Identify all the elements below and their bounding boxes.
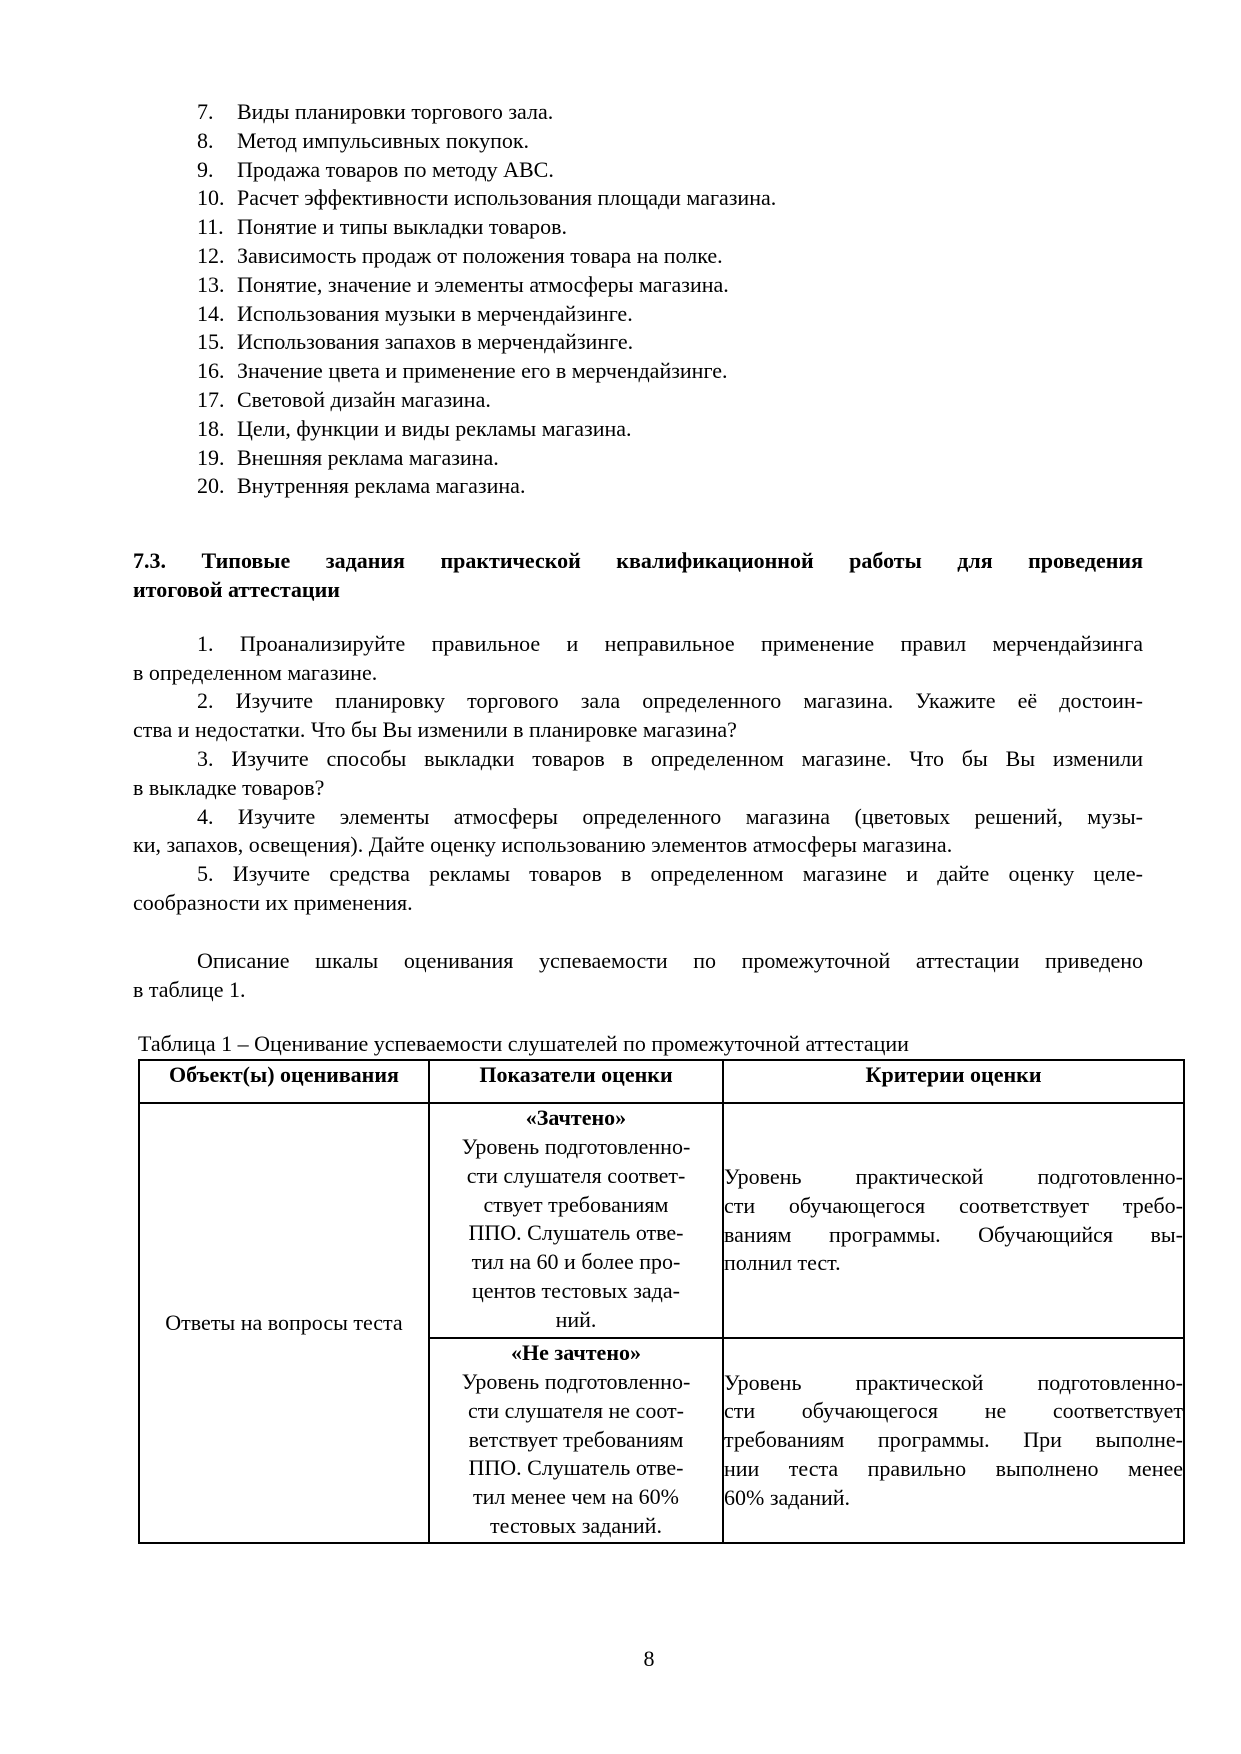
task-paragraph-5 bbox=[133, 860, 1143, 918]
list-item bbox=[133, 328, 1143, 357]
indicator-line: сти слушателя соответ- bbox=[466, 1162, 686, 1188]
criteria-line: ваниям программы. Обучающийся вы- bbox=[724, 1221, 1183, 1247]
indicator-line: тестовых заданий. bbox=[490, 1512, 662, 1538]
paragraph-line: в определенном магазине. bbox=[133, 659, 378, 685]
paragraph-line: 4. Изучите элементы атмосферы определенного магазина (цветовых решений, музы- bbox=[197, 803, 1143, 829]
note-paragraph bbox=[133, 947, 1143, 1005]
paragraph-line: сообразности их применения. bbox=[133, 889, 413, 915]
indicator-line: Уровень подготовленно- bbox=[461, 1368, 691, 1394]
list-item-text: Световой дизайн магазина. bbox=[237, 386, 491, 412]
paragraph-line: 3. Изучите способы выкладки товаров в определенном магазине. Что бы Вы изменили bbox=[197, 745, 1143, 771]
list-item-number: 13. bbox=[197, 271, 225, 297]
list-item-text: Внешняя реклама магазина. bbox=[237, 444, 499, 470]
indicator-line: ствует требованиям bbox=[483, 1191, 669, 1217]
criteria-line: Уровень практической подготовленно- bbox=[724, 1369, 1183, 1395]
task-paragraph-4 bbox=[133, 803, 1143, 861]
object-cell: Ответы на вопросы теста bbox=[139, 1103, 429, 1543]
criteria-line: полнил тест. bbox=[724, 1250, 841, 1276]
list-item bbox=[133, 415, 1143, 444]
table-caption: Таблица 1 – Оценивание успеваемости слушателей по промежуточной аттестации bbox=[138, 1031, 909, 1057]
criteria-cell-failed bbox=[723, 1338, 1184, 1543]
list-item-text: Зависимость продаж от положения товара на полке. bbox=[237, 242, 723, 268]
list-item bbox=[133, 98, 1143, 127]
indicator-cell-passed bbox=[429, 1103, 723, 1338]
criteria-line: сти обучающегося не соответствует bbox=[724, 1398, 1183, 1424]
indicator-cell-failed bbox=[429, 1338, 723, 1543]
list-item-number: 20. bbox=[197, 473, 225, 499]
list-item bbox=[133, 156, 1143, 185]
task-paragraph-1 bbox=[133, 630, 1143, 688]
list-item bbox=[133, 386, 1143, 415]
indicator-lines-passed bbox=[430, 1133, 722, 1335]
list-item-text: Использования запахов в мерчендайзинге. bbox=[237, 329, 634, 355]
section-heading-line1: 7.3. Типовые задания практической квалификационной работы для проведения bbox=[133, 548, 1143, 574]
list-item-number: 9. bbox=[197, 156, 214, 182]
indicator-line: ний. bbox=[555, 1306, 597, 1332]
page-content bbox=[133, 98, 1183, 1544]
list-item-number: 17. bbox=[197, 386, 225, 412]
paragraph-line: в выкладке товаров? bbox=[133, 774, 325, 800]
indicator-line: центов тестовых зада- bbox=[472, 1277, 680, 1303]
criteria-cell-passed bbox=[723, 1103, 1184, 1338]
header-cell-criteria: Критерии оценки bbox=[723, 1060, 1184, 1103]
indicator-title-failed: «Не зачтено» bbox=[511, 1340, 641, 1366]
indicator-title-passed: «Зачтено» bbox=[525, 1105, 627, 1131]
list-item-number: 11. bbox=[197, 214, 224, 240]
paragraph-line: в таблице 1. bbox=[133, 976, 246, 1002]
section-heading-line2: итоговой аттестации bbox=[133, 576, 340, 602]
list-item-number: 14. bbox=[197, 300, 225, 326]
list-item bbox=[133, 271, 1143, 300]
indicator-lines-failed bbox=[430, 1368, 722, 1541]
list-item bbox=[133, 242, 1143, 271]
criteria-line: требованиям программы. При выполне- bbox=[724, 1427, 1183, 1453]
list-item-text: Цели, функции и виды рекламы магазина. bbox=[237, 415, 632, 441]
task-paragraph-3 bbox=[133, 745, 1143, 803]
list-item-number: 18. bbox=[197, 415, 225, 441]
indicator-line: тил менее чем на 60% bbox=[473, 1484, 679, 1510]
table-row-passed bbox=[139, 1103, 1184, 1338]
list-item-number: 12. bbox=[197, 242, 225, 268]
task-paragraphs bbox=[133, 630, 1143, 918]
list-item-text: Расчет эффективности использования площади магазина. bbox=[237, 185, 777, 211]
assessment-table bbox=[138, 1059, 1185, 1544]
paragraph-line: Описание шкалы оценивания успеваемости по промежуточной аттестации приведено bbox=[197, 947, 1143, 973]
list-item-number: 8. bbox=[197, 127, 214, 153]
list-item-number: 7. bbox=[197, 99, 214, 124]
paragraph-line: ки, запахов, освещения). Дайте оценку использованию элементов атмосферы магазина. bbox=[133, 832, 953, 858]
section-heading bbox=[133, 547, 1143, 605]
exam-question-list bbox=[133, 98, 1143, 501]
list-item-text: Продажа товаров по методу ABC. bbox=[237, 156, 554, 182]
list-item-text: Использования музыки в мерчендайзинге. bbox=[237, 300, 633, 326]
list-item-number: 15. bbox=[197, 329, 225, 355]
list-item-number: 19. bbox=[197, 444, 225, 470]
list-item bbox=[133, 444, 1143, 473]
table-header-row bbox=[139, 1060, 1184, 1103]
indicator-line: тил на 60 и более про- bbox=[471, 1249, 681, 1275]
criteria-line: нии теста правильно выполнено менее bbox=[724, 1456, 1183, 1481]
list-item-text: Понятие и типы выкладки товаров. bbox=[237, 214, 567, 240]
list-item-text: Значение цвета и применение его в мерчендайзинге. bbox=[237, 358, 728, 384]
criteria-line: сти обучающегося соответствует требо- bbox=[724, 1192, 1183, 1218]
indicator-line: ветствует требованиям bbox=[468, 1426, 684, 1452]
task-paragraph-2 bbox=[133, 687, 1143, 745]
list-item bbox=[133, 184, 1143, 213]
criteria-line: 60% заданий. bbox=[724, 1484, 851, 1510]
list-item-number: 16. bbox=[197, 358, 225, 384]
list-item bbox=[133, 213, 1143, 242]
paragraph-line: 2. Изучите планировку торгового зала определенного магазина. Укажите её достоин- bbox=[197, 688, 1143, 714]
paragraph-line: 1. Проанализируйте правильное и неправильное применение правил мерчендайзинга bbox=[197, 630, 1143, 656]
header-cell-object: Объект(ы) оценивания bbox=[139, 1060, 429, 1103]
list-item-text: Метод импульсивных покупок. bbox=[237, 127, 530, 153]
list-item-text: Виды планировки торгового зала. bbox=[237, 99, 554, 124]
paragraph-line: ства и недостатки. Что бы Вы изменили в планировке магазина? bbox=[133, 717, 737, 743]
criteria-line: Уровень практической подготовленно- bbox=[724, 1164, 1183, 1190]
indicator-line: Уровень подготовленно- bbox=[461, 1133, 691, 1159]
list-item-number: 10. bbox=[197, 185, 225, 211]
list-item bbox=[133, 300, 1143, 329]
header-cell-indicators: Показатели оценки bbox=[429, 1060, 723, 1103]
list-item bbox=[133, 127, 1143, 156]
indicator-line: сти слушателя не соот- bbox=[468, 1397, 684, 1423]
paragraph-line: 5. Изучите средства рекламы товаров в определенном магазине и дайте оценку целе- bbox=[197, 861, 1143, 887]
list-item-text: Понятие, значение и элементы атмосферы магазина. bbox=[237, 271, 729, 297]
page-number: 8 bbox=[643, 1646, 655, 1671]
indicator-line: ППО. Слушатель отве- bbox=[468, 1220, 684, 1246]
list-item bbox=[133, 472, 1143, 501]
list-item-text: Внутренняя реклама магазина. bbox=[237, 473, 526, 499]
indicator-line: ППО. Слушатель отве- bbox=[468, 1455, 684, 1481]
list-item bbox=[133, 357, 1143, 386]
